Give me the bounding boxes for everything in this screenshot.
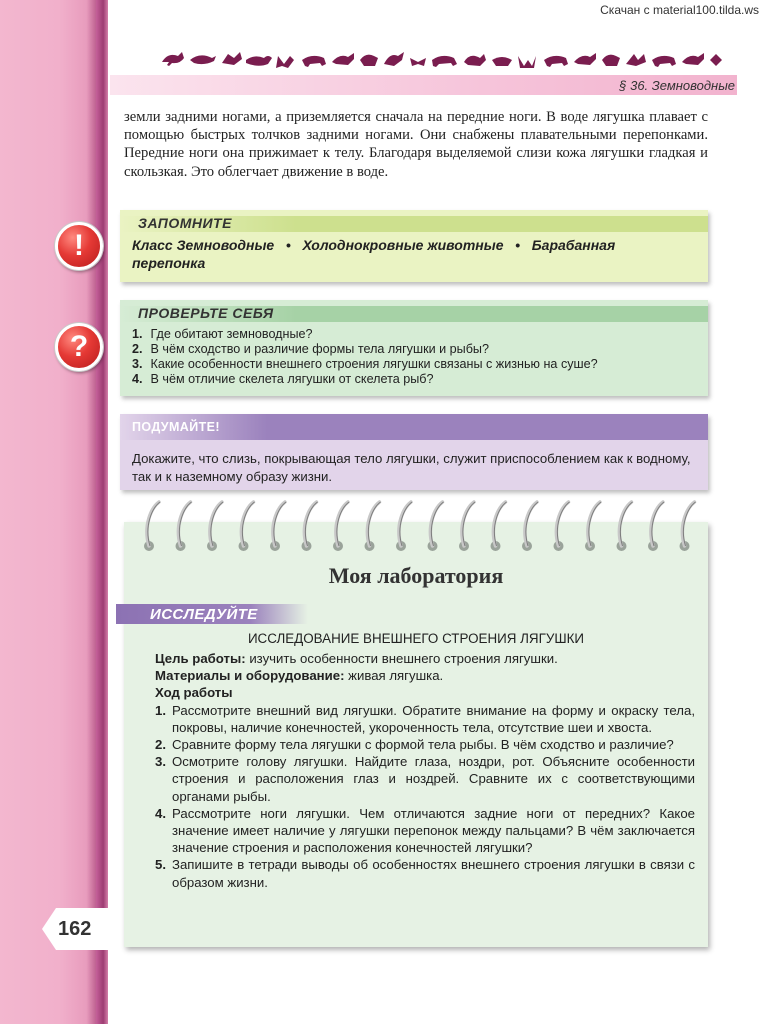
- list-item: [155, 805, 695, 857]
- question-number: 4.: [132, 372, 143, 386]
- lab-title: Моя лаборатория: [328, 563, 504, 588]
- download-source-note: Скачан с material100.tilda.ws: [600, 3, 759, 17]
- check-label: ПРОВЕРЬТЕ СЕБЯ: [138, 305, 274, 321]
- procedure-label: Ход работы: [155, 685, 233, 701]
- remember-box: [120, 210, 708, 282]
- think-label: ПОДУМАЙТЕ!: [132, 420, 220, 434]
- pink-page-spine: [0, 0, 108, 1024]
- section-title: § 36. Земноводные: [619, 78, 735, 93]
- step-number: 2.: [155, 737, 166, 753]
- question-text: В чём отличие скелета лягушки от скелета рыб?: [150, 372, 434, 386]
- list-item: [155, 856, 695, 890]
- spine-edge-shadow: [96, 0, 108, 1024]
- spiral-ring: [459, 502, 475, 551]
- list-item: [132, 327, 702, 342]
- spiral-ring: [428, 502, 444, 551]
- spiral-ring: [333, 502, 349, 551]
- step-number: 3.: [155, 754, 166, 770]
- term-separator: •: [285, 237, 291, 253]
- lab-steps-list: [155, 702, 695, 891]
- term-eardrum: Барабанная перепонка: [132, 237, 616, 271]
- lab-procedure-heading: [155, 684, 695, 701]
- spiral-ring: [302, 502, 318, 551]
- step-text: Осмотрите голову лягушки. Найдите глаза, ноздри, рот. Объясните особенности строения и расположения глаз и ноздрей. Сравните их с соответствующими органами рыбы.: [172, 754, 695, 804]
- term-separator: •: [515, 237, 521, 253]
- question-text: Где обитают земноводные?: [150, 327, 313, 341]
- question-text: В чём сходство и различие формы тела лягушки и рыбы?: [150, 342, 489, 356]
- term-class-amphibians: Класс Земноводные: [132, 237, 275, 253]
- spiral-ring: [144, 502, 160, 551]
- step-text: Рассмотрите внешний вид лягушки. Обратите внимание на форму и окраску тела, покровы, наличие конечностей, укороченность тела, отсутствие шеи и хвоста.: [172, 702, 695, 735]
- question-number: 2.: [132, 342, 143, 356]
- question-icon: ?: [55, 323, 103, 371]
- spiral-ring: [554, 502, 570, 551]
- notebook-spiral-rings: [135, 496, 700, 558]
- spiral-ring: [207, 502, 223, 551]
- spiral-ring: [491, 502, 507, 551]
- question-number: 3.: [132, 357, 143, 371]
- check-questions-list: [132, 327, 702, 387]
- goal-label: Цель работы:: [155, 651, 246, 666]
- step-text: Сравните форму тела лягушки с формой тела рыбы. В чём сходство и различие?: [172, 737, 674, 753]
- step-text: Рассмотрите ноги лягушки. Чем отличаются задние ноги от передних? Какое значение имеет наличие у лягушки перепонок между пальцами? В чём заключается значение строения и расположения конечностей лягушки?: [172, 805, 695, 856]
- list-item: [132, 342, 702, 357]
- list-item: [155, 736, 695, 753]
- intro-paragraph: земли задними ногами, а приземляется сначала на передние ноги. В воде лягушка плавает с помощью быстрых толчков задними ногами. Они снабжены плавательными перепонками. Передние ноги она прижимает к телу. Благодаря выделяемой слизи кожа лягушки гладкая и скользкая. Это облегчает движение в воде.: [124, 109, 708, 180]
- list-item: [132, 357, 702, 372]
- list-item: [155, 753, 695, 805]
- think-text: Докажите, что слизь, покрывающая тело лягушки, служит приспособлением как к водному, так и к наземному образу жизни.: [132, 451, 691, 484]
- spiral-ring: [270, 502, 286, 551]
- page-number: 162: [58, 918, 92, 940]
- spiral-ring: [239, 502, 255, 551]
- spiral-ring: [176, 502, 192, 551]
- lab-heading: ИССЛЕДОВАНИЕ ВНЕШНЕГО СТРОЕНИЯ ЛЯГУШКИ: [247, 631, 585, 646]
- term-cold-blooded: Холоднокровные животные: [302, 237, 504, 253]
- exclamation-icon: !: [55, 222, 103, 270]
- remember-terms: [132, 236, 692, 272]
- check-yourself-box: [120, 300, 708, 396]
- animal-silhouettes-border: [160, 48, 726, 70]
- list-item: [155, 702, 695, 736]
- spiral-ring: [396, 502, 412, 551]
- spiral-ring: [585, 502, 601, 551]
- lab-materials: [155, 667, 695, 684]
- goal-text: изучить особенности внешнего строения лягушки.: [245, 651, 558, 666]
- step-number: 1.: [155, 702, 166, 718]
- step-number: 4.: [155, 805, 166, 821]
- spiral-ring: [365, 502, 381, 551]
- materials-text: живая лягушка.: [344, 668, 444, 684]
- list-item: [132, 372, 702, 387]
- lab-goal: [155, 650, 695, 667]
- spiral-ring: [617, 502, 633, 551]
- question-number: 1.: [132, 327, 143, 341]
- spiral-ring: [680, 502, 696, 551]
- materials-label: Материалы и оборудование:: [155, 668, 345, 684]
- spiral-ring: [522, 502, 538, 551]
- remember-label: ЗАПОМНИТЕ: [138, 215, 232, 231]
- step-text: Запишите в тетради выводы об особенностях внешнего строения лягушки в связи с образом жизни.: [172, 857, 695, 890]
- lab-body: [155, 650, 695, 891]
- step-number: 5.: [155, 857, 166, 873]
- research-label: ИССЛЕДУЙТЕ: [150, 606, 258, 623]
- question-text: Какие особенности внешнего строения лягушки связаны с жизнью на суше?: [150, 357, 598, 371]
- spiral-ring: [648, 502, 664, 551]
- think-box: [120, 414, 708, 490]
